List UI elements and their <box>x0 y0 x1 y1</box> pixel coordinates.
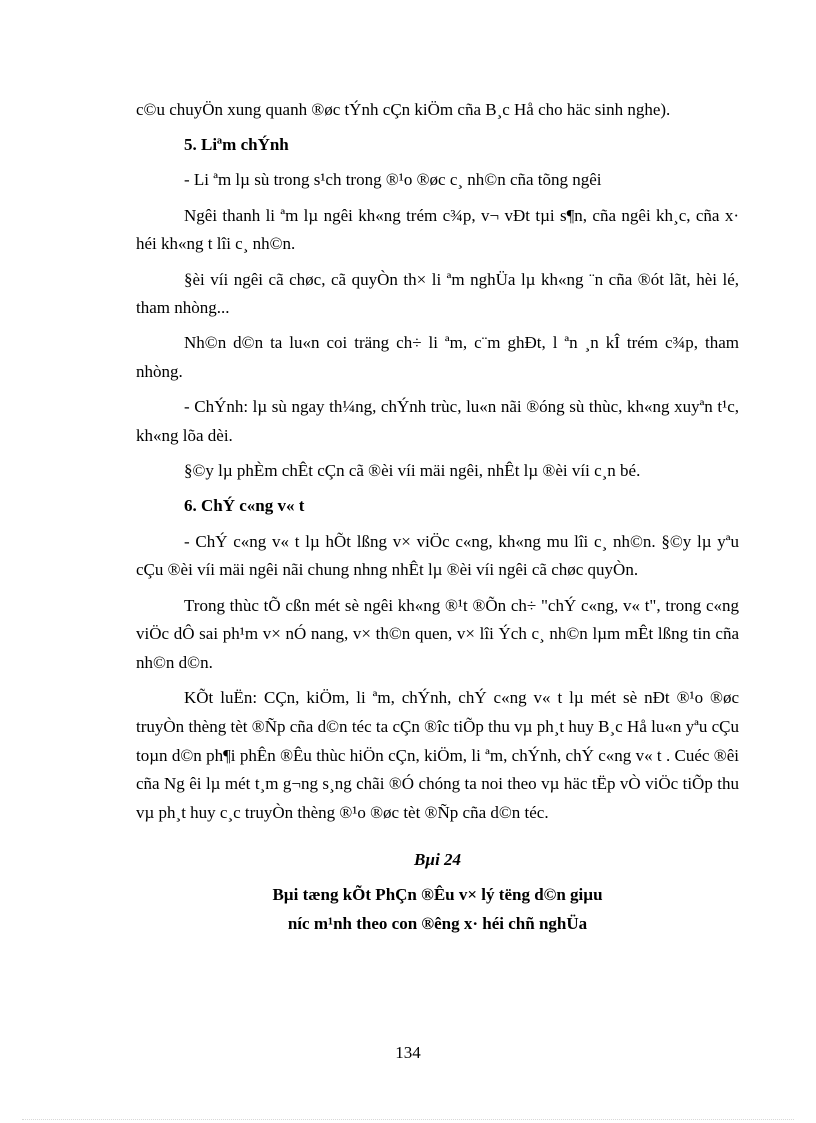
lesson-subtitle-line: Bµi tæng kÕt PhÇn ®Êu v× lý tëng d©n giµu <box>272 885 603 905</box>
paragraph: c©u chuyÖn xung quanh ®øc tÝnh cÇn kiÖm cña B¸c Hå cho häc sinh nghe). <box>136 100 671 119</box>
paragraph: Nh©n d©n ta lu«n coi träng ch÷ li ªm, c¨m ghÐt, l ªn ¸n kÎ trém c¾p, tham nhòng. <box>136 333 739 382</box>
paragraph: §èi víi ngêi cã chøc, cã quyÒn th× li ªm nghÜa lµ kh«ng ¨n cña ®ót lãt, hèi lé, tham nhòng... <box>136 269 739 318</box>
paragraph: Ngêi thanh li ªm lµ ngêi kh«ng trém c¾p, v¬ vÐt tµi s¶n, cña ngêi kh¸c, cña x· héi kh«ng t lîi c¸ nh©n. <box>136 205 739 254</box>
page-number: 134 <box>395 1043 421 1062</box>
paragraph: Trong thùc tÕ cßn mét sè ngêi kh«ng ®¹t ®Õn ch÷ "chÝ c«ng, v« t", trong c«ng viÖc dÔ sai ph¹m v× nÓ nang, v× th©n quen, v× lîi Ých c¸ nh©n lµm mÊt lßng tin cña nh©n d©n. <box>136 595 739 672</box>
page-bottom-divider <box>22 1119 794 1120</box>
paragraph: §©y lµ phÈm chÊt cÇn cã ®èi víi mäi ngêi, nhÊt lµ ®èi víi c¸n bé. <box>184 461 641 481</box>
paragraph: - ChÝnh: lµ sù ngay th¼ng, chÝnh trùc, lu«n nãi ®óng sù thùc, kh«ng xuyªn t¹c, kh«ng lõa dèi. <box>136 397 739 446</box>
lesson-subtitle-line: níc m¹nh theo con ®êng x· héi chñ nghÜa <box>287 914 588 934</box>
lesson-title: Bµi 24 <box>413 849 462 869</box>
paragraph: KÕt luËn: CÇn, kiÖm, li ªm, chÝnh, chÝ c«ng v« t lµ mét sè nÐt ®¹o ®øc truyÒn thèng tèt ®Ñp cña d©n téc ta cÇn ®îc tiÕp thu vµ ph¸t huy B¸c Hå lu«n yªu cÇu toµn d©n ph¶i phÊn ®Êu thùc hiÖn cÇn, kiÖm, li ªm, chÝnh, chÝ c«ng v« t . Cuéc ®êi cña Ng êi lµ mét t¸m g¬ng s¸ng chãi ®Ó chóng ta noi theo vµ häc tËp vÒ viÖc tiÕp thu vµ ph¸t huy c¸c truyÒn thèng ®¹o ®øc tèt ®Ñp cña d©n téc. <box>136 688 739 822</box>
paragraph: - Li ªm lµ sù trong s¹ch trong ®¹o ®øc c¸ nh©n cña tõng ngêi <box>184 170 602 190</box>
paragraph: - ChÝ c«ng v« t lµ hÕt lßng v× viÖc c«ng, kh«ng mu lîi c¸ nh©n. §©y lµ yªu cÇu ®èi víi mäi ngêi nãi chung nhng nhÊt lµ ®èi víi ngêi cã chøc quyÒn. <box>136 531 739 580</box>
section-heading: 6. ChÝ c«ng v« t <box>184 496 305 516</box>
section-heading: 5. Liªm chÝnh <box>184 135 289 155</box>
page-body <box>136 96 739 938</box>
